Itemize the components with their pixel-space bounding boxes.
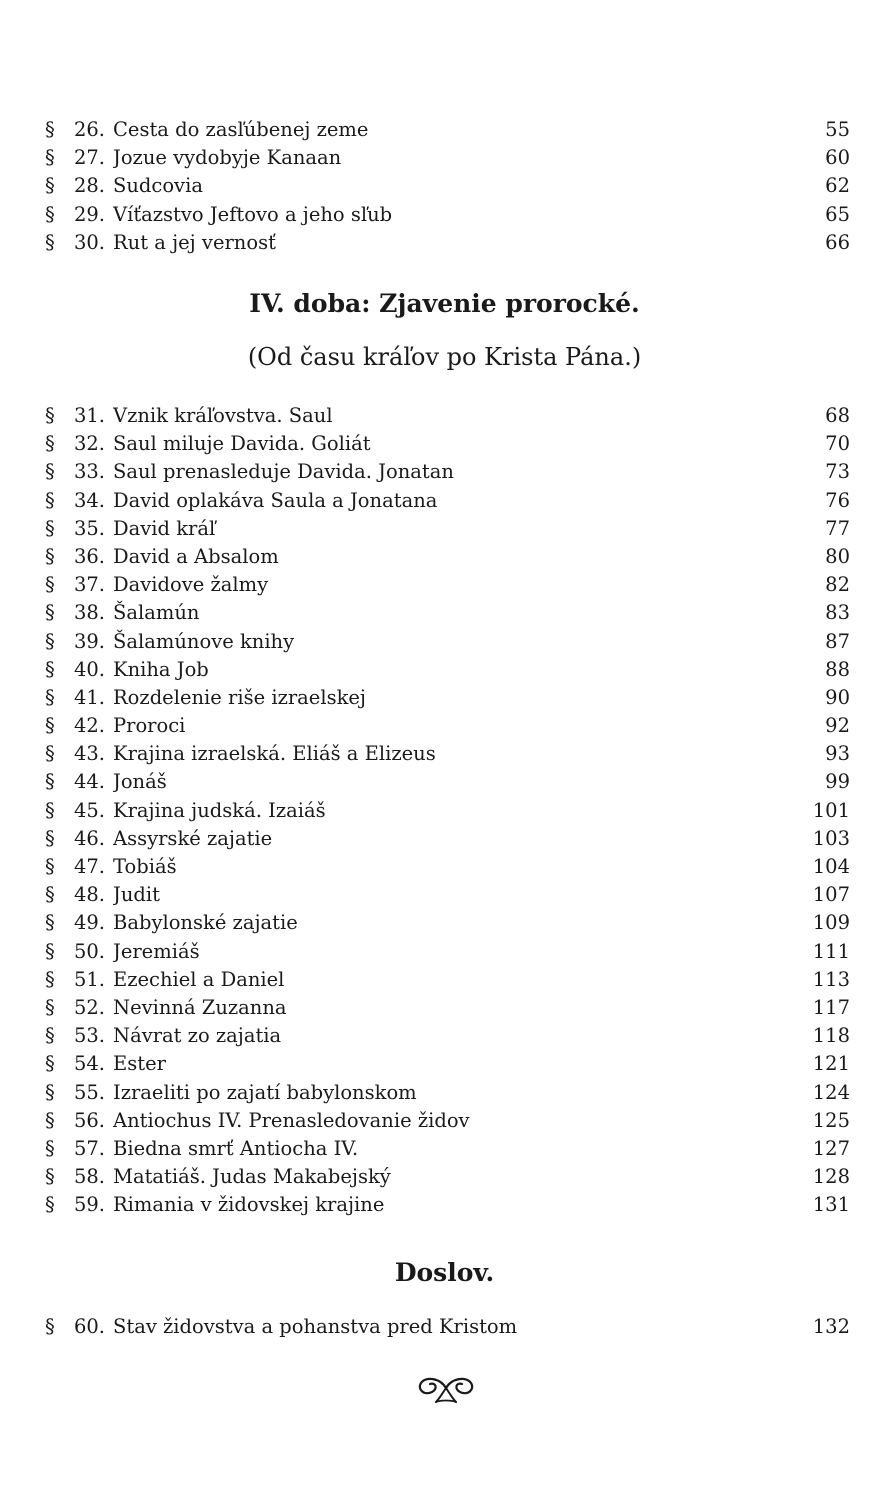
section-mark: §: [45, 770, 55, 794]
entry-page-number: 68: [825, 404, 850, 427]
entry-title: Judit: [113, 883, 160, 907]
section-mark: §: [45, 146, 55, 170]
entry-title: Sudcovia: [113, 174, 203, 198]
entry-title: Jozue vydobyje Kanaan: [113, 146, 342, 170]
section-mark: §: [45, 1136, 55, 1160]
section-mark: §: [45, 601, 55, 625]
entry-title: Assyrské zajatie: [113, 826, 273, 850]
entry-page-number: 90: [825, 685, 850, 709]
entry-number: 35.: [73, 516, 105, 540]
part4-heading: IV. doba: Zjavenie prorocké.: [249, 289, 640, 318]
toc-entry: [45, 684, 850, 712]
toc-entry: [45, 712, 850, 740]
section-mark: §: [45, 714, 55, 738]
toc-entry: [45, 966, 850, 994]
entry-page-number: 117: [812, 995, 850, 1019]
entry-page-number: 127: [812, 1136, 850, 1160]
toc-entry: [45, 825, 850, 853]
entry-title: David a Absalom: [113, 544, 279, 568]
entry-page-number: 55: [825, 118, 850, 141]
entry-page-number: 109: [812, 911, 850, 935]
entry-page-number: 60: [825, 146, 850, 170]
section-mark: §: [45, 118, 55, 141]
entry-number: 42.: [73, 714, 105, 738]
entry-title: David oplakáva Saula a Jonatana: [113, 488, 438, 512]
entry-title: Nevinná Zuzanna: [113, 995, 287, 1019]
toc-entry: [45, 740, 850, 768]
entry-number: 36.: [73, 544, 105, 568]
entry-number: 58.: [73, 1165, 105, 1189]
entry-page-number: 76: [825, 488, 850, 512]
entry-title: Jeremiáš: [113, 939, 200, 963]
section-mark: §: [45, 657, 55, 681]
doslov-heading: Doslov.: [394, 1258, 495, 1287]
entry-title: Šalamún: [113, 601, 200, 625]
entry-number: 30.: [73, 230, 105, 254]
toc-entry: [45, 543, 850, 571]
entry-page-number: 99: [825, 770, 850, 794]
toc-entry: [45, 487, 850, 515]
section-mark: §: [45, 995, 55, 1019]
entry-title: Rozdelenie riše izraelskej: [113, 685, 366, 709]
entry-number: 38.: [73, 601, 105, 625]
entry-page-number: 66: [825, 230, 850, 254]
entry-page-number: 101: [812, 798, 850, 822]
section-mark: §: [45, 404, 55, 427]
toc-entry: [45, 768, 850, 796]
entry-number: 45.: [73, 798, 105, 822]
entry-title: Stav židovstva a pohanstva pred Kristom: [113, 1315, 518, 1338]
toc-entry: [45, 938, 850, 966]
entry-page-number: 124: [812, 1080, 850, 1104]
entry-page-number: 121: [812, 1052, 850, 1076]
toc-entry: [45, 1135, 850, 1163]
entry-number: 41.: [73, 685, 105, 709]
section-mark: §: [45, 1052, 55, 1076]
section-mark: §: [45, 967, 55, 991]
entry-page-number: 104: [812, 855, 850, 878]
section-mark: §: [45, 1080, 55, 1104]
toc-entry: [45, 1163, 850, 1191]
entry-title: Jonáš: [113, 770, 167, 794]
section-mark: §: [45, 516, 55, 540]
section-mark: §: [45, 432, 55, 456]
toc-entry: [45, 1107, 850, 1135]
entry-title: Krajina izraelská. Eliáš a Elizeus: [113, 742, 436, 766]
section-mark: §: [45, 855, 55, 878]
section-mark: §: [45, 798, 55, 822]
entry-page-number: 131: [812, 1193, 850, 1217]
entry-title: Proroci: [113, 714, 186, 738]
entry-number: 43.: [73, 742, 105, 766]
toc-entry: [45, 994, 850, 1022]
section-mark: §: [45, 1024, 55, 1048]
entry-number: 54.: [73, 1052, 105, 1076]
entry-number: 34.: [73, 488, 105, 512]
entry-number: 48.: [73, 883, 105, 907]
toc-entry: [45, 144, 850, 172]
entry-number: 56.: [73, 1108, 105, 1132]
entry-number: 32.: [73, 432, 105, 456]
toc-list-part4: [45, 402, 850, 1219]
section-mark: §: [45, 939, 55, 963]
entry-number: 28.: [73, 174, 105, 198]
section-mark: §: [45, 911, 55, 935]
entry-number: 26.: [73, 118, 105, 141]
entry-title: Víťazstvo Jeftovo a jeho sľub: [113, 202, 393, 226]
entry-page-number: 88: [825, 657, 850, 681]
entry-title: Šalamúnove knihy: [113, 629, 295, 653]
toc-entry: [45, 402, 850, 430]
toc-entry: [45, 1050, 850, 1078]
entry-number: 39.: [73, 629, 105, 653]
entry-title: Matatiáš. Judas Makabejský: [113, 1165, 391, 1189]
entry-number: 49.: [73, 911, 105, 935]
entry-page-number: 62: [825, 174, 850, 198]
entry-title: Krajina judská. Izaiáš: [113, 798, 326, 822]
entry-title: Rimania v židovskej krajine: [113, 1193, 385, 1217]
entry-page-number: 103: [812, 826, 850, 850]
section-mark: §: [45, 629, 55, 653]
entry-title: Ester: [113, 1052, 166, 1076]
part4-subheading: (Od času kráľov po Krista Pána.): [247, 343, 642, 371]
entry-number: 50.: [73, 939, 105, 963]
entry-page-number: 65: [825, 202, 850, 226]
entry-title: Ezechiel a Daniel: [113, 967, 285, 991]
section-mark: §: [45, 883, 55, 907]
entry-number: 44.: [73, 770, 105, 794]
entry-title: Návrat zo zajatia: [113, 1024, 282, 1048]
entry-number: 53.: [73, 1024, 105, 1048]
entry-title: Saul prenasleduje Davida. Jonatan: [113, 460, 454, 484]
toc-entry: [45, 430, 850, 458]
section-mark: §: [45, 202, 55, 226]
section-mark: §: [45, 1315, 55, 1338]
section-mark: §: [45, 460, 55, 484]
toc-list-doslov: [45, 1313, 850, 1341]
entry-page-number: 113: [812, 967, 850, 991]
toc-entry: [45, 656, 850, 684]
toc-entry: [45, 571, 850, 599]
entry-number: 59.: [73, 1193, 105, 1217]
entry-number: 57.: [73, 1136, 105, 1160]
entry-page-number: 92: [825, 714, 850, 738]
entry-title: Tobiáš: [113, 855, 177, 878]
entry-number: 31.: [73, 404, 105, 427]
entry-title: Vznik kráľovstva. Saul: [113, 404, 333, 427]
toc-entry: [45, 458, 850, 486]
toc-entry: [45, 201, 850, 229]
section-mark: §: [45, 742, 55, 766]
entry-number: 47.: [73, 855, 105, 878]
entry-page-number: 70: [825, 432, 850, 456]
entry-page-number: 73: [825, 460, 850, 484]
toc-list-part3: [45, 116, 850, 257]
entry-number: 33.: [73, 460, 105, 484]
toc-entry: [45, 909, 850, 937]
section-mark: §: [45, 174, 55, 198]
toc-entry: [45, 599, 850, 627]
entry-title: Izraeliti po zajatí babylonskom: [113, 1080, 417, 1104]
toc-entry: [45, 628, 850, 656]
entry-title: David kráľ: [113, 516, 216, 540]
toc-entry: [45, 116, 850, 144]
entry-page-number: 80: [825, 544, 850, 568]
entry-page-number: 125: [812, 1108, 850, 1132]
toc-entry: [45, 172, 850, 200]
section-mark: §: [45, 1165, 55, 1189]
entry-page-number: 107: [812, 883, 850, 907]
entry-number: 51.: [73, 967, 105, 991]
fleuron-ornament-icon: [412, 1370, 480, 1406]
section-mark: §: [45, 544, 55, 568]
entry-number: 60.: [73, 1315, 105, 1338]
entry-page-number: 132: [812, 1315, 850, 1338]
section-mark: §: [45, 1193, 55, 1217]
entry-number: 27.: [73, 146, 105, 170]
entry-page-number: 93: [825, 742, 850, 766]
toc-entry: [45, 1313, 850, 1341]
section-mark: §: [45, 1108, 55, 1132]
entry-title: Babylonské zajatie: [113, 911, 298, 935]
entry-number: 40.: [73, 657, 105, 681]
entry-page-number: 128: [812, 1165, 850, 1189]
toc-entry: [45, 797, 850, 825]
toc-entry: [45, 515, 850, 543]
toc-entry: [45, 229, 850, 257]
entry-title: Biedna smrť Antiocha IV.: [113, 1136, 359, 1160]
section-mark: §: [45, 230, 55, 254]
entry-page-number: 83: [825, 601, 850, 625]
toc-entry: [45, 853, 850, 881]
entry-page-number: 118: [812, 1024, 850, 1048]
section-mark: §: [45, 573, 55, 597]
toc-entry: [45, 1191, 850, 1219]
entry-page-number: 82: [825, 573, 850, 597]
entry-number: 55.: [73, 1080, 105, 1104]
toc-entry: [45, 881, 850, 909]
entry-page-number: 77: [825, 516, 850, 540]
entry-title: Cesta do zasľúbenej zeme: [113, 118, 369, 141]
entry-title: Antiochus IV. Prenasledovanie židov: [113, 1108, 470, 1132]
entry-page-number: 87: [825, 629, 850, 653]
entry-number: 52.: [73, 995, 105, 1019]
entry-number: 46.: [73, 826, 105, 850]
section-mark: §: [45, 685, 55, 709]
section-mark: §: [45, 488, 55, 512]
toc-entry: [45, 1079, 850, 1107]
section-mark: §: [45, 826, 55, 850]
entry-title: Kniha Job: [113, 657, 209, 681]
entry-number: 37.: [73, 573, 105, 597]
toc-entry: [45, 1022, 850, 1050]
entry-title: Saul miluje Davida. Goliát: [113, 432, 371, 456]
entry-number: 29.: [73, 202, 105, 226]
entry-title: Rut a jej vernosť: [113, 230, 276, 254]
entry-title: Davidove žalmy: [113, 573, 269, 597]
entry-page-number: 111: [812, 939, 850, 963]
